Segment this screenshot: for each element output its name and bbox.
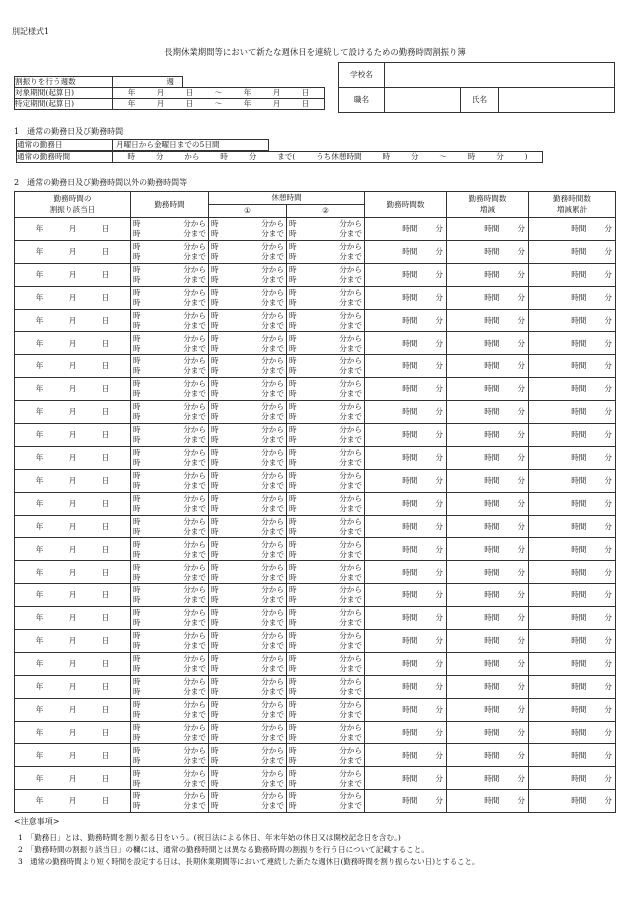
row-change-hours[interactable]: 時間 分 (447, 561, 529, 584)
hours-part: 時 (467, 152, 476, 162)
table-row (15, 263, 616, 286)
row-cumulative-hours[interactable]: 時間 分 (529, 332, 616, 355)
row-work-hours[interactable]: 時 分から 時 分まで (131, 469, 209, 492)
row-break-1[interactable]: 時 分から 時 分まで (209, 767, 287, 790)
row-break-1[interactable]: 時 分から 時 分まで (209, 469, 287, 492)
row-change-hours[interactable]: 時間 分 (447, 515, 529, 538)
workday-table (16, 139, 269, 151)
row-work-hours[interactable]: 時 分から 時 分まで (131, 561, 209, 584)
row-change-hours[interactable]: 時間 分 (447, 401, 529, 424)
row-cumulative-hours[interactable]: 時間 分 (529, 378, 616, 401)
row-cumulative-hours[interactable]: 時間 分 (529, 652, 616, 675)
position-label: 職名 (339, 88, 385, 113)
note-item: 3 通常の勤務時間より短く時間を設定する日は、長期休業期間等において連続した新たな週休日(勤務時間を割り振らない日)とすること。 (18, 857, 480, 866)
row-date[interactable]: 年 月 日 (15, 492, 131, 515)
row-break-2[interactable]: 時 分から 時 分まで (287, 744, 365, 767)
header-total: 勤務時間数 (365, 192, 447, 218)
hours-part: ) (524, 152, 528, 162)
row-total-hours[interactable]: 時間 分 (365, 424, 447, 447)
header-break-2: ② (287, 205, 365, 218)
table-row (15, 630, 616, 653)
row-date[interactable]: 年 月 日 (15, 263, 131, 286)
table-row (15, 721, 616, 744)
row-work-hours[interactable]: 時 分から 時 分まで (131, 515, 209, 538)
row-break-1[interactable]: 時 分から 時 分まで (209, 240, 287, 263)
hours-part: うち休憩時間 (316, 152, 362, 162)
row-break-2[interactable]: 時 分から 時 分まで (287, 607, 365, 630)
row-date[interactable]: 年 月 日 (15, 218, 131, 241)
row-change-hours[interactable]: 時間 分 (447, 721, 529, 744)
table-row (15, 446, 616, 469)
table-row (15, 424, 616, 447)
hours-part: 分 (410, 152, 419, 162)
target-period-label: 対象期間(起算日) (15, 88, 113, 99)
table-row (15, 744, 616, 767)
row-change-hours[interactable]: 時間 分 (447, 584, 529, 607)
row-break-2[interactable]: 時 分から 時 分まで (287, 332, 365, 355)
row-total-hours[interactable]: 時間 分 (365, 675, 447, 698)
hours-part: 時 (382, 152, 391, 162)
row-work-hours[interactable]: 時 分から 時 分まで (131, 492, 209, 515)
header-work-hours: 勤務時間 (131, 192, 209, 218)
row-total-hours[interactable]: 時間 分 (365, 240, 447, 263)
table-row (15, 401, 616, 424)
row-break-1[interactable]: 時 分から 時 分まで (209, 607, 287, 630)
row-cumulative-hours[interactable]: 時間 分 (529, 698, 616, 721)
row-cumulative-hours[interactable]: 時間 分 (529, 675, 616, 698)
row-break-1[interactable]: 時 分から 時 分まで (209, 584, 287, 607)
header-date: 勤務時間の 割振り該当日 (15, 192, 131, 218)
row-break-1[interactable]: 時 分から 時 分まで (209, 538, 287, 561)
header-change: 勤務時間数 増減 (447, 192, 529, 218)
section1-heading: 1 通常の勤務日及び勤務時間 (14, 127, 124, 136)
row-work-hours[interactable]: 時 分から 時 分まで (131, 218, 209, 241)
target-period-value[interactable]: 年 月 日 〜 年 月 日 (113, 88, 325, 99)
row-break-2[interactable]: 時 分から 時 分まで (287, 446, 365, 469)
row-change-hours[interactable]: 時間 分 (447, 446, 529, 469)
row-break-2[interactable]: 時 分から 時 分まで (287, 675, 365, 698)
row-cumulative-hours[interactable]: 時間 分 (529, 424, 616, 447)
hours-part: まで( (277, 152, 296, 162)
section2-heading: 2 通常の勤務日及び勤務時間以外の勤務時間等 (14, 178, 188, 187)
table-row (15, 309, 616, 332)
weeks-label: 割振りを行う週数 (15, 77, 113, 88)
row-change-hours[interactable]: 時間 分 (447, 240, 529, 263)
row-break-1[interactable]: 時 分から 時 分まで (209, 263, 287, 286)
row-break-1[interactable]: 時 分から 時 分まで (209, 675, 287, 698)
table-row (15, 698, 616, 721)
row-date[interactable]: 年 月 日 (15, 401, 131, 424)
form-number: 別記様式1 (12, 27, 50, 36)
hours-part: から (184, 152, 200, 162)
row-work-hours[interactable]: 時 分から 時 分まで (131, 538, 209, 561)
name-field[interactable] (499, 88, 615, 113)
row-cumulative-hours[interactable]: 時間 分 (529, 263, 616, 286)
row-break-2[interactable]: 時 分から 時 分まで (287, 767, 365, 790)
row-total-hours[interactable]: 時間 分 (365, 355, 447, 378)
row-break-2[interactable]: 時 分から 時 分まで (287, 584, 365, 607)
row-cumulative-hours[interactable]: 時間 分 (529, 446, 616, 469)
row-change-hours[interactable]: 時間 分 (447, 652, 529, 675)
table-row (15, 378, 616, 401)
row-total-hours[interactable]: 時間 分 (365, 401, 447, 424)
table-row (15, 286, 616, 309)
row-date[interactable]: 年 月 日 (15, 790, 131, 813)
position-field[interactable] (385, 88, 461, 113)
row-break-2[interactable]: 時 分から 時 分まで (287, 469, 365, 492)
table-row (15, 515, 616, 538)
row-cumulative-hours[interactable]: 時間 分 (529, 401, 616, 424)
row-date[interactable]: 年 月 日 (15, 584, 131, 607)
table-row (15, 675, 616, 698)
specific-period-value[interactable]: 年 月 日 〜 年 月 日 (113, 99, 325, 110)
row-cumulative-hours[interactable]: 時間 分 (529, 790, 616, 813)
row-total-hours[interactable]: 時間 分 (365, 218, 447, 241)
row-work-hours[interactable]: 時 分から 時 分まで (131, 790, 209, 813)
row-change-hours[interactable]: 時間 分 (447, 767, 529, 790)
period-table (14, 76, 325, 110)
row-work-hours[interactable]: 時 分から 時 分まで (131, 767, 209, 790)
row-total-hours[interactable]: 時間 分 (365, 584, 447, 607)
row-total-hours[interactable]: 時間 分 (365, 286, 447, 309)
row-break-1[interactable]: 時 分から 時 分まで (209, 446, 287, 469)
table-row (15, 218, 616, 241)
row-change-hours[interactable]: 時間 分 (447, 675, 529, 698)
row-break-1[interactable]: 時 分から 時 分まで (209, 698, 287, 721)
row-change-hours[interactable]: 時間 分 (447, 469, 529, 492)
row-work-hours[interactable]: 時 分から 時 分まで (131, 309, 209, 332)
row-change-hours[interactable]: 時間 分 (447, 355, 529, 378)
hours-part: 時 (127, 152, 135, 162)
row-work-hours[interactable]: 時 分から 時 分まで (131, 355, 209, 378)
row-break-2[interactable]: 時 分から 時 分まで (287, 424, 365, 447)
row-total-hours[interactable]: 時間 分 (365, 744, 447, 767)
hours-part: 分 (496, 152, 504, 162)
row-date[interactable]: 年 月 日 (15, 675, 131, 698)
row-cumulative-hours[interactable]: 時間 分 (529, 492, 616, 515)
row-break-1[interactable]: 時 分から 時 分まで (209, 286, 287, 309)
row-cumulative-hours[interactable]: 時間 分 (529, 218, 616, 241)
row-break-2[interactable]: 時 分から 時 分まで (287, 401, 365, 424)
header-break: 休憩時間 (209, 192, 365, 205)
hours-label: 通常の勤務時間 (17, 152, 113, 163)
table-row (15, 240, 616, 263)
hours-table (16, 151, 543, 163)
row-break-2[interactable]: 時 分から 時 分まで (287, 790, 365, 813)
row-change-hours[interactable]: 時間 分 (447, 607, 529, 630)
row-break-2[interactable]: 時 分から 時 分まで (287, 561, 365, 584)
row-cumulative-hours[interactable]: 時間 分 (529, 561, 616, 584)
row-cumulative-hours[interactable]: 時間 分 (529, 584, 616, 607)
row-date[interactable]: 年 月 日 (15, 698, 131, 721)
row-work-hours[interactable]: 時 分から 時 分まで (131, 401, 209, 424)
row-break-2[interactable]: 時 分から 時 分まで (287, 309, 365, 332)
row-break-1[interactable]: 時 分から 時 分まで (209, 218, 287, 241)
row-cumulative-hours[interactable]: 時間 分 (529, 630, 616, 653)
row-cumulative-hours[interactable]: 時間 分 (529, 721, 616, 744)
row-break-2[interactable]: 時 分から 時 分まで (287, 698, 365, 721)
row-work-hours[interactable]: 時 分から 時 分まで (131, 584, 209, 607)
school-field[interactable] (385, 63, 615, 88)
row-total-hours[interactable]: 時間 分 (365, 515, 447, 538)
row-break-1[interactable]: 時 分から 時 分まで (209, 401, 287, 424)
row-work-hours[interactable]: 時 分から 時 分まで (131, 424, 209, 447)
row-total-hours[interactable]: 時間 分 (365, 630, 447, 653)
row-break-2[interactable]: 時 分から 時 分まで (287, 721, 365, 744)
row-total-hours[interactable]: 時間 分 (365, 721, 447, 744)
table-row (15, 469, 616, 492)
weeks-unit[interactable]: 週 (113, 77, 183, 88)
hours-part: 分 (248, 152, 257, 162)
row-change-hours[interactable]: 時間 分 (447, 790, 529, 813)
row-change-hours[interactable]: 時間 分 (447, 538, 529, 561)
row-change-hours[interactable]: 時間 分 (447, 630, 529, 653)
table-row (15, 332, 616, 355)
row-break-1[interactable]: 時 分から 時 分まで (209, 630, 287, 653)
row-total-hours[interactable]: 時間 分 (365, 446, 447, 469)
workday-label: 通常の勤務日 (17, 140, 113, 151)
page-title: 長期休業期間等において新たな週休日を連続して設けるための勤務時間割振り簿 (164, 47, 466, 57)
row-break-1[interactable]: 時 分から 時 分まで (209, 515, 287, 538)
row-date[interactable]: 年 月 日 (15, 424, 131, 447)
row-break-2[interactable]: 時 分から 時 分まで (287, 515, 365, 538)
row-work-hours[interactable]: 時 分から 時 分まで (131, 286, 209, 309)
row-total-hours[interactable]: 時間 分 (365, 309, 447, 332)
row-change-hours[interactable]: 時間 分 (447, 378, 529, 401)
row-break-2[interactable]: 時 分から 時 分まで (287, 286, 365, 309)
row-date[interactable]: 年 月 日 (15, 561, 131, 584)
row-work-hours[interactable]: 時 分から 時 分まで (131, 607, 209, 630)
row-total-hours[interactable]: 時間 分 (365, 332, 447, 355)
row-break-1[interactable]: 時 分から 時 分まで (209, 355, 287, 378)
row-change-hours[interactable]: 時間 分 (447, 286, 529, 309)
hours-part: 〜 (439, 152, 447, 162)
row-total-hours[interactable]: 時間 分 (365, 263, 447, 286)
row-date[interactable]: 年 月 日 (15, 309, 131, 332)
row-break-1[interactable]: 時 分から 時 分まで (209, 424, 287, 447)
row-date[interactable]: 年 月 日 (15, 240, 131, 263)
row-work-hours[interactable]: 時 分から 時 分まで (131, 721, 209, 744)
school-table (338, 62, 615, 113)
row-total-hours[interactable]: 時間 分 (365, 538, 447, 561)
row-date[interactable]: 年 月 日 (15, 446, 131, 469)
row-date[interactable]: 年 月 日 (15, 286, 131, 309)
row-total-hours[interactable]: 時間 分 (365, 492, 447, 515)
row-cumulative-hours[interactable]: 時間 分 (529, 355, 616, 378)
row-cumulative-hours[interactable]: 時間 分 (529, 240, 616, 263)
row-break-2[interactable]: 時 分から 時 分まで (287, 240, 365, 263)
row-break-1[interactable]: 時 分から 時 分まで (209, 744, 287, 767)
row-break-1[interactable]: 時 分から 時 分まで (209, 721, 287, 744)
row-work-hours[interactable]: 時 分から 時 分まで (131, 240, 209, 263)
row-date[interactable]: 年 月 日 (15, 332, 131, 355)
header-cumulative: 勤務時間数 増減累計 (529, 192, 616, 218)
row-cumulative-hours[interactable]: 時間 分 (529, 607, 616, 630)
row-date[interactable]: 年 月 日 (15, 630, 131, 653)
row-work-hours[interactable]: 時 分から 時 分まで (131, 378, 209, 401)
workday-value[interactable]: 月曜日から金曜日までの5日間 (113, 140, 269, 151)
row-change-hours[interactable]: 時間 分 (447, 424, 529, 447)
row-break-1[interactable]: 時 分から 時 分まで (209, 309, 287, 332)
row-total-hours[interactable]: 時間 分 (365, 698, 447, 721)
table-row (15, 607, 616, 630)
row-total-hours[interactable]: 時間 分 (365, 790, 447, 813)
row-change-hours[interactable]: 時間 分 (447, 744, 529, 767)
row-total-hours[interactable]: 時間 分 (365, 469, 447, 492)
row-break-2[interactable]: 時 分から 時 分まで (287, 652, 365, 675)
row-cumulative-hours[interactable]: 時間 分 (529, 515, 616, 538)
row-date[interactable]: 年 月 日 (15, 767, 131, 790)
row-date[interactable]: 年 月 日 (15, 469, 131, 492)
row-change-hours[interactable]: 時間 分 (447, 492, 529, 515)
schedule-table (14, 191, 616, 813)
name-label: 氏名 (461, 88, 499, 113)
table-row (15, 492, 616, 515)
row-break-2[interactable]: 時 分から 時 分まで (287, 538, 365, 561)
row-break-1[interactable]: 時 分から 時 分まで (209, 561, 287, 584)
row-break-1[interactable]: 時 分から 時 分まで (209, 492, 287, 515)
row-break-2[interactable]: 時 分から 時 分まで (287, 378, 365, 401)
table-row (15, 652, 616, 675)
notes-heading: <注意事項> (14, 817, 60, 826)
row-break-1[interactable]: 時 分から 時 分まで (209, 652, 287, 675)
table-row (15, 355, 616, 378)
note-item: 2 「勤務時間の割振り該当日」の欄には、通常の勤務時間とは異なる勤務時間の割振りを行う日について記載すること。 (18, 845, 429, 854)
row-break-2[interactable]: 時 分から 時 分まで (287, 355, 365, 378)
row-cumulative-hours[interactable]: 時間 分 (529, 538, 616, 561)
table-row (15, 538, 616, 561)
header-break-1: ① (209, 205, 287, 218)
row-total-hours[interactable]: 時間 分 (365, 378, 447, 401)
row-work-hours[interactable]: 時 分から 時 分まで (131, 446, 209, 469)
row-date[interactable]: 年 月 日 (15, 744, 131, 767)
row-work-hours[interactable]: 時 分から 時 分まで (131, 630, 209, 653)
row-work-hours[interactable]: 時 分から 時 分まで (131, 652, 209, 675)
row-change-hours[interactable]: 時間 分 (447, 263, 529, 286)
row-break-1[interactable]: 時 分から 時 分まで (209, 378, 287, 401)
row-break-2[interactable]: 時 分から 時 分まで (287, 263, 365, 286)
row-cumulative-hours[interactable]: 時間 分 (529, 767, 616, 790)
row-cumulative-hours[interactable]: 時間 分 (529, 744, 616, 767)
row-change-hours[interactable]: 時間 分 (447, 332, 529, 355)
row-change-hours[interactable]: 時間 分 (447, 309, 529, 332)
row-date[interactable]: 年 月 日 (15, 607, 131, 630)
row-total-hours[interactable]: 時間 分 (365, 607, 447, 630)
row-total-hours[interactable]: 時間 分 (365, 767, 447, 790)
row-break-2[interactable]: 時 分から 時 分まで (287, 630, 365, 653)
row-cumulative-hours[interactable]: 時間 分 (529, 286, 616, 309)
row-break-1[interactable]: 時 分から 時 分まで (209, 790, 287, 813)
row-date[interactable]: 年 月 日 (15, 515, 131, 538)
row-cumulative-hours[interactable]: 時間 分 (529, 309, 616, 332)
table-row (15, 767, 616, 790)
table-row (15, 584, 616, 607)
row-total-hours[interactable]: 時間 分 (365, 652, 447, 675)
hours-value[interactable] (113, 152, 543, 163)
row-break-2[interactable]: 時 分から 時 分まで (287, 218, 365, 241)
table-row (15, 561, 616, 584)
row-change-hours[interactable]: 時間 分 (447, 698, 529, 721)
row-date[interactable]: 年 月 日 (15, 652, 131, 675)
row-work-hours[interactable]: 時 分から 時 分まで (131, 675, 209, 698)
note-item: 1 「勤務日」とは、勤務時間を割り振る日をいう。(祝日法による休日、年末年始の休日又は開校記念日を含む。) (18, 833, 401, 842)
specific-period-label: 特定期間(起算日) (15, 99, 113, 110)
row-date[interactable]: 年 月 日 (15, 355, 131, 378)
table-row (15, 790, 616, 813)
row-date[interactable]: 年 月 日 (15, 538, 131, 561)
row-date[interactable]: 年 月 日 (15, 378, 131, 401)
row-work-hours[interactable]: 時 分から 時 分まで (131, 332, 209, 355)
hours-part: 時 (220, 152, 228, 162)
row-date[interactable]: 年 月 日 (15, 721, 131, 744)
row-total-hours[interactable]: 時間 分 (365, 561, 447, 584)
row-work-hours[interactable]: 時 分から 時 分まで (131, 698, 209, 721)
row-break-1[interactable]: 時 分から 時 分まで (209, 332, 287, 355)
hours-part: 分 (155, 152, 164, 162)
row-work-hours[interactable]: 時 分から 時 分まで (131, 263, 209, 286)
row-cumulative-hours[interactable]: 時間 分 (529, 469, 616, 492)
row-change-hours[interactable]: 時間 分 (447, 218, 529, 241)
row-break-2[interactable]: 時 分から 時 分まで (287, 492, 365, 515)
row-work-hours[interactable]: 時 分から 時 分まで (131, 744, 209, 767)
school-label: 学校名 (339, 63, 385, 88)
